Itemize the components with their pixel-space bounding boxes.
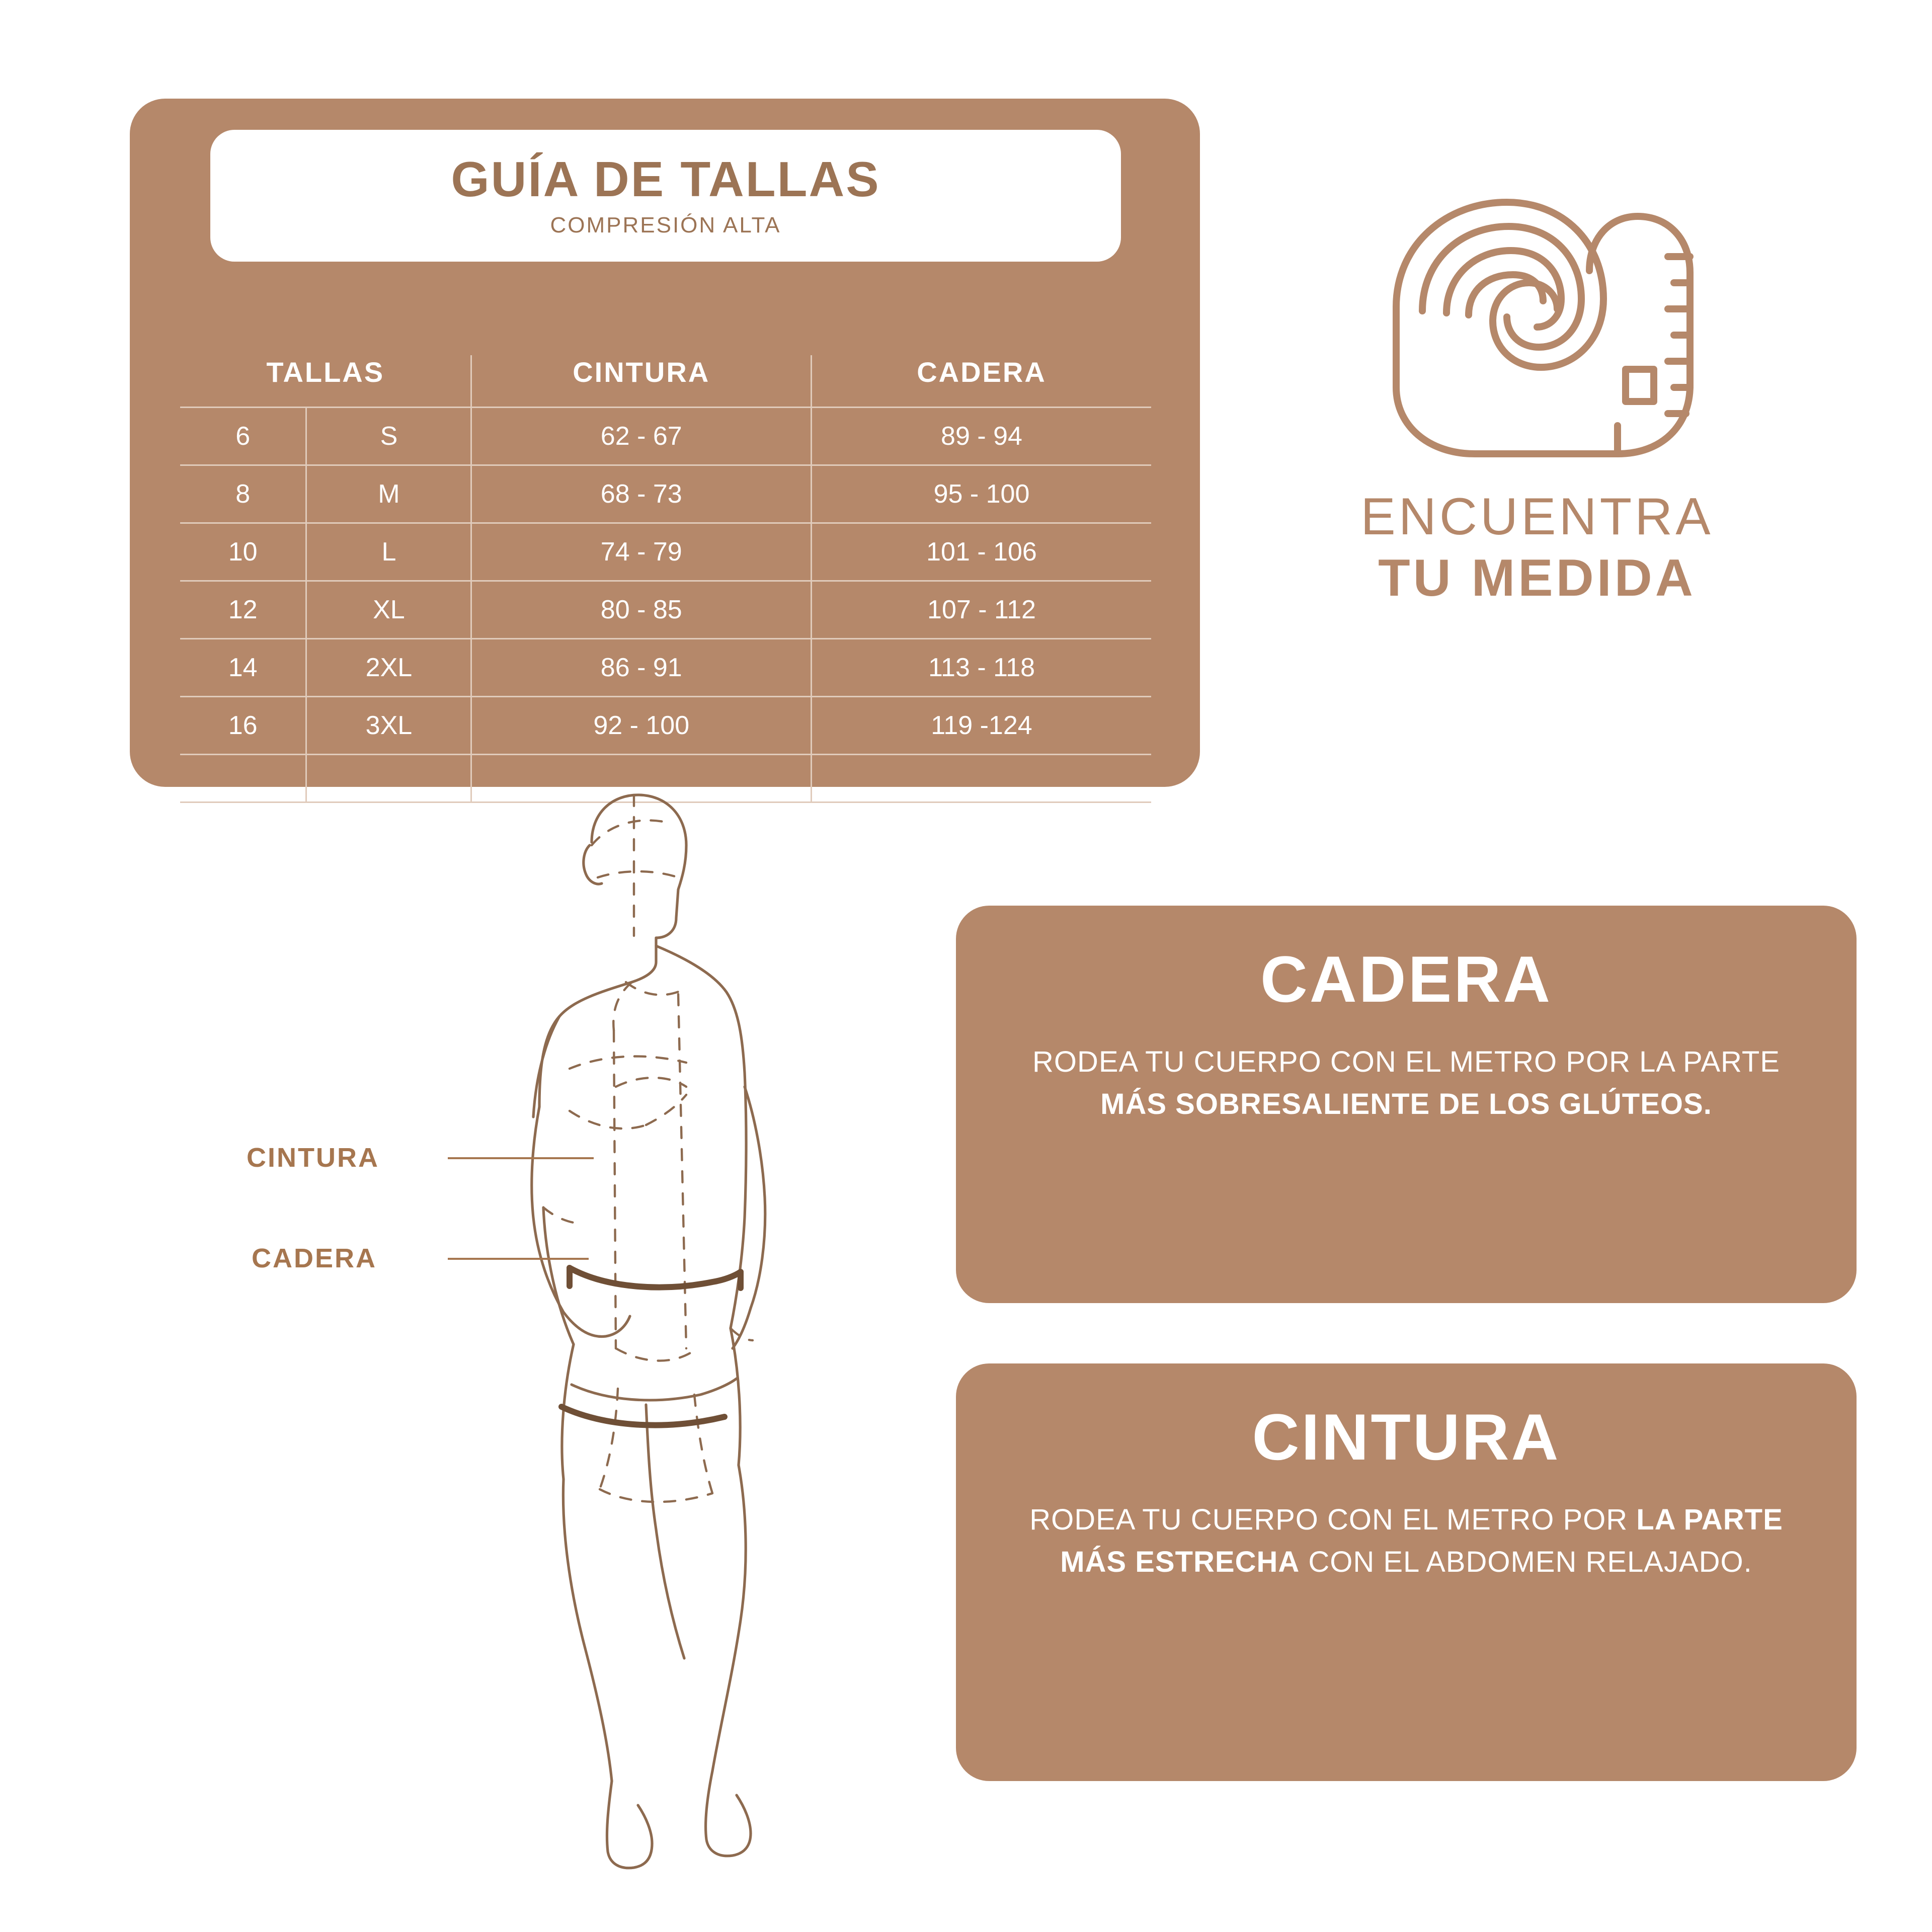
cell-size-number: 10 bbox=[180, 523, 306, 581]
size-guide-card bbox=[130, 99, 1200, 787]
cell-size-letter: M bbox=[306, 465, 471, 523]
cell-waist: 86 - 91 bbox=[471, 639, 812, 697]
body-figure-illustration bbox=[392, 785, 896, 1882]
cell-size-number: 12 bbox=[180, 581, 306, 639]
table-row bbox=[180, 581, 1151, 639]
cell-waist: 80 - 85 bbox=[471, 581, 812, 639]
cell-size-letter: XL bbox=[306, 581, 471, 639]
cintura-text-part2: CON EL ABDOMEN RELAJADO. bbox=[1300, 1545, 1752, 1578]
table-header-cadera: CADERA bbox=[811, 355, 1151, 408]
info-card-cadera-text bbox=[1001, 1041, 1811, 1125]
info-card-cintura-title: CINTURA bbox=[1252, 1400, 1561, 1474]
cell-hip: 113 - 118 bbox=[811, 639, 1151, 697]
figure-label-cintura: CINTURA bbox=[247, 1143, 379, 1173]
cell-size-letter: S bbox=[306, 408, 471, 465]
page-subtitle: COMPRESIÓN ALTA bbox=[550, 213, 781, 238]
cell-size-number: 16 bbox=[180, 697, 306, 755]
cell-size-letter: 3XL bbox=[306, 697, 471, 755]
find-your-measure-block bbox=[1273, 186, 1801, 609]
table-header-tallas: TALLAS bbox=[266, 356, 385, 388]
cell-size-number: 8 bbox=[180, 465, 306, 523]
tape-measure-icon bbox=[1273, 186, 1801, 468]
cell-waist: 68 - 73 bbox=[471, 465, 812, 523]
info-card-cintura bbox=[956, 1363, 1857, 1781]
info-card-cadera bbox=[956, 906, 1857, 1303]
table-row bbox=[180, 408, 1151, 465]
cadera-text-bold: MÁS SOBRESALIENTE DE LOS GLÚTEOS. bbox=[1100, 1087, 1712, 1120]
info-card-cintura-text bbox=[1001, 1499, 1811, 1583]
cell-waist: 62 - 67 bbox=[471, 408, 812, 465]
size-table bbox=[180, 355, 1151, 803]
cell-hip: 101 - 106 bbox=[811, 523, 1151, 581]
label-leader-lines bbox=[443, 1142, 654, 1308]
figure-label-cadera: CADERA bbox=[252, 1243, 377, 1273]
size-guide-title-box bbox=[210, 130, 1121, 262]
cell-waist: 74 - 79 bbox=[471, 523, 812, 581]
table-row bbox=[180, 465, 1151, 523]
cell-size-number: 14 bbox=[180, 639, 306, 697]
find-your-measure-line-1: ENCUENTRA bbox=[1360, 488, 1714, 546]
table-header-row bbox=[180, 355, 1151, 408]
cadera-text-part1: RODEA TU CUERPO CON EL METRO POR LA PARTE bbox=[1032, 1045, 1780, 1078]
cell-size-letter: L bbox=[306, 523, 471, 581]
cell-hip: 89 - 94 bbox=[811, 408, 1151, 465]
info-card-cadera-title: CADERA bbox=[1260, 942, 1553, 1016]
cell-size-number: 6 bbox=[180, 408, 306, 465]
table-row bbox=[180, 639, 1151, 697]
cell-size-letter: 2XL bbox=[306, 639, 471, 697]
cintura-text-bold: LA PARTE MÁS ESTRECHA bbox=[1060, 1503, 1783, 1578]
cintura-text-part1: RODEA TU CUERPO CON EL METRO POR bbox=[1029, 1503, 1637, 1536]
cell-hip: 95 - 100 bbox=[811, 465, 1151, 523]
find-your-measure-line-2: TU MEDIDA bbox=[1378, 549, 1696, 608]
cell-hip: 107 - 112 bbox=[811, 581, 1151, 639]
table-row bbox=[180, 523, 1151, 581]
cell-hip: 119 -124 bbox=[811, 697, 1151, 755]
table-row bbox=[180, 697, 1151, 755]
table-header-cintura: CINTURA bbox=[471, 355, 812, 408]
page-title: GUÍA DE TALLAS bbox=[451, 151, 880, 207]
cell-waist: 92 - 100 bbox=[471, 697, 812, 755]
